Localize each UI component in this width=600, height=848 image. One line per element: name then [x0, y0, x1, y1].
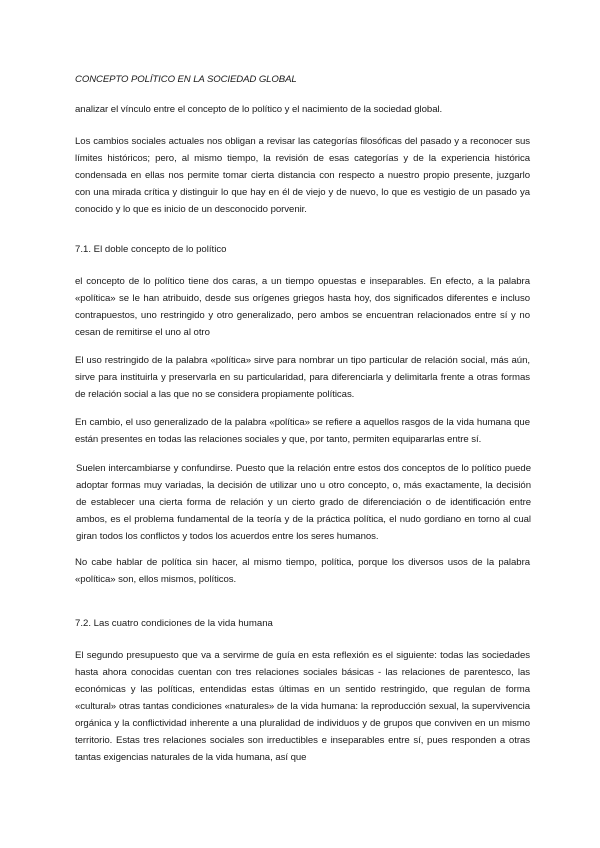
section-heading-7-2: 7.2. Las cuatro condiciones de la vida humana [75, 618, 273, 629]
paragraph-uso-generalizado: En cambio, el uso generalizado de la palabra «política» se refiere a aquellos rasgos de la vida humana que están presentes en todas las relaciones sociales y que, por tanto, permiten equipararlas entre sí. [75, 417, 530, 445]
intro-paragraph: analizar el vínculo entre el concepto de lo político y el nacimiento de la sociedad global. [75, 104, 443, 115]
paragraph-segundo-presupuesto: El segundo presupuesto que va a servirme de guía en esta reflexión es el siguiente: todas las sociedades hasta ahora conocidas cuentan con tres relaciones sociales básicas - las relaciones de parentesco, las económicas y las políticas, entendidas estas últimas en un sentido restringido, que regulan de forma «cultural» otras tantas condiciones «naturales» de la vida humana: la reproducción sexual, la supervivencia orgánica y la conflictividad inherente a una pluralidad de individuos y de grupos que conviven en un mismo territorio. Estas tres relaciones sociales son irreductibles e inseparables entre sí, pues responden a otras tantas exigencias naturales de la vida humana, así que [75, 650, 530, 763]
paragraph-intercambiarse: Suelen intercambiarse y confundirse. Puesto que la relación entre estos dos conceptos de lo político puede adoptar formas muy variadas, la decisión de utilizar uno u otro concepto, o, más exactamente, la decisión de establecer una cierta forma de relación y un cierto grado de diferenciación o de identificación entre ambos, es el problema fundamental de la teoría y de la práctica política, el nudo gordiano en torno al cual giran todos los conflictos y todos los acuerdos entre los seres humanos. [76, 463, 531, 542]
section-heading-7-1: 7.1. El doble concepto de lo político [75, 244, 227, 255]
paragraph-categorias: Los cambios sociales actuales nos obligan a revisar las categorías filosóficas del pasado y a reconocer sus límites históricos; pero, al mismo tiempo, la revisión de esas categorías y de la experiencia histórica condensada en ellas nos permite tomar cierta distancia con respecto a nuestro propio presente, juzgarlo con una mirada crítica y distinguir lo que hay en él de viejo y de nuevo, lo que es vestigio de un pasado ya conocido y lo que es inicio de un desconocido porvenir. [75, 136, 530, 215]
paragraph-no-cabe: No cabe hablar de política sin hacer, al mismo tiempo, política, porque los diversos usos de la palabra «política» son, ellos mismos, políticos. [75, 557, 530, 585]
document-header-title: CONCEPTO POLÍTICO EN LA SOCIEDAD GLOBAL [75, 74, 297, 85]
paragraph-uso-restringido: El uso restringido de la palabra «política» sirve para nombrar un tipo particular de relación social, más aún, sirve para instituirla y preservarla en su particularidad, para diferenciarla y delimitarla frente a otras formas de relación social a las que no se considera propiamente políticas. [75, 355, 530, 400]
paragraph-dos-caras: el concepto de lo político tiene dos caras, a un tiempo opuestas e inseparables. En efecto, a la palabra «política» se le han atribuido, desde sus orígenes griegos hasta hoy, dos significados diferentes e incluso contrapuestos, uno restringido y otro generalizado, pero ambos se encuentran relacionados entre sí y no cesan de remitirse el uno al otro [75, 276, 530, 338]
